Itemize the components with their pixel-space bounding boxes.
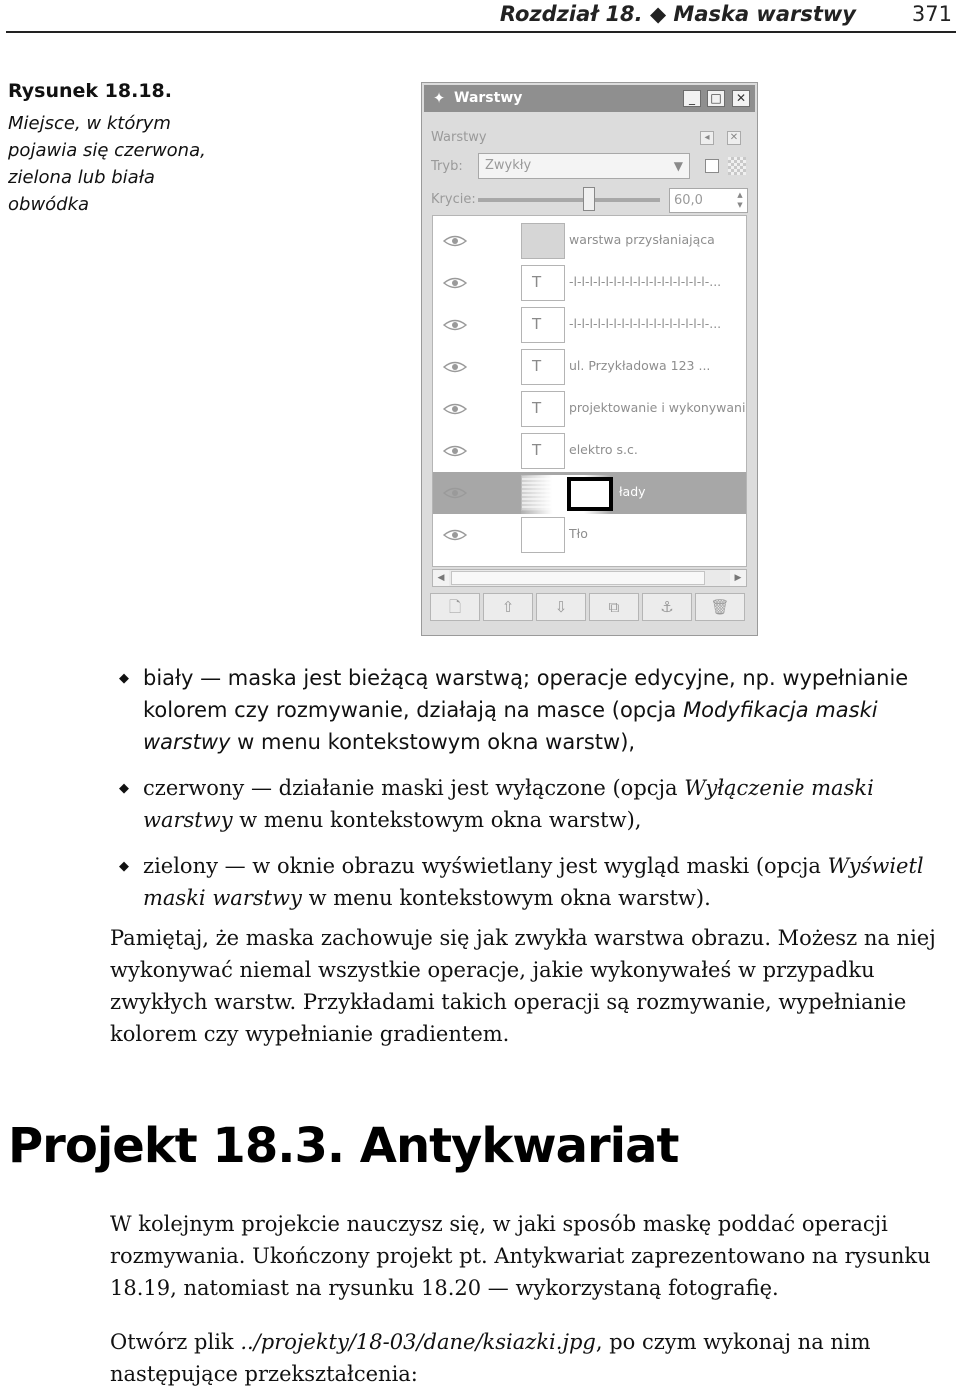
bullet-text: czerwony — działanie maski jest wyłączone (opcja bbox=[143, 776, 685, 800]
layer-name[interactable]: elektro s.c. bbox=[569, 442, 638, 457]
bullet-item bbox=[115, 662, 960, 758]
eye-icon[interactable] bbox=[443, 401, 467, 415]
scrollbar-thumb[interactable] bbox=[451, 571, 705, 585]
text-layer-icon: T bbox=[532, 357, 542, 375]
bullet-item bbox=[115, 772, 960, 836]
mode-select[interactable] bbox=[478, 153, 690, 179]
layer-mask-thumbnail[interactable] bbox=[567, 477, 613, 511]
opacity-spinbox[interactable] bbox=[669, 188, 748, 213]
layer-name[interactable]: łady bbox=[619, 484, 646, 499]
delete-layer-icon: 🗑 bbox=[710, 598, 730, 616]
bullet-item bbox=[115, 850, 960, 914]
layer-row[interactable] bbox=[433, 262, 746, 304]
eye-icon[interactable] bbox=[443, 527, 467, 541]
section-title: Projekt 18.3. Antykwariat bbox=[8, 1118, 679, 1174]
spin-down-icon[interactable]: ▼ bbox=[737, 201, 743, 209]
chevron-down-icon: ▼ bbox=[673, 159, 683, 173]
layer-row[interactable] bbox=[433, 472, 746, 514]
layer-name[interactable]: warstwa przysłaniająca bbox=[569, 232, 715, 247]
keep-transparency-checkbox[interactable] bbox=[705, 159, 719, 173]
running-header-chapter: Rozdział 18. ◆ Maska warstwy bbox=[499, 2, 856, 26]
layer-row[interactable] bbox=[433, 430, 746, 472]
bullet-emphasis: Wyświetl maski warstwy bbox=[143, 854, 924, 910]
scroll-left-icon[interactable]: ◀ bbox=[433, 570, 449, 586]
layer-row[interactable] bbox=[433, 346, 746, 388]
minimize-button[interactable]: _ bbox=[683, 90, 701, 107]
anchor-layer-button[interactable] bbox=[642, 593, 692, 621]
eye-icon[interactable] bbox=[443, 317, 467, 331]
maximize-button[interactable]: □ bbox=[707, 90, 725, 107]
text-layer-icon: T bbox=[532, 441, 542, 459]
dialog-titlebar[interactable] bbox=[424, 85, 755, 112]
paragraph-text: , po czym wykonaj na nim następujące przekształcenia: bbox=[110, 1330, 871, 1386]
scroll-right-icon[interactable]: ▶ bbox=[730, 570, 746, 586]
bullet-text: w menu kontekstowym okna warstw), bbox=[230, 730, 636, 754]
diamond-icon: ◆ bbox=[119, 781, 129, 796]
bullet-text: w menu kontekstowym okna warstw), bbox=[232, 808, 642, 832]
header-rule bbox=[6, 31, 956, 33]
layer-list bbox=[432, 215, 747, 567]
text-layer-icon: T bbox=[532, 399, 542, 417]
bullet-text: biały — maska jest bieżącą warstwą; operacje edycyjne, np. wypełnianie kolorem czy rozmywanie, działają na masce (opcja bbox=[143, 666, 909, 722]
bullet-emphasis: Modyfikacja maski warstwy bbox=[143, 698, 878, 754]
layer-name[interactable]: -l-l-l-l-l-l-l-l-l-l-l-l-l-l-l-l-l-... bbox=[569, 274, 722, 289]
layer-row[interactable] bbox=[433, 514, 746, 556]
layer-row[interactable] bbox=[433, 304, 746, 346]
bullet-emphasis: Wyłączenie maski warstwy bbox=[143, 776, 874, 832]
panel-label: Warstwy bbox=[431, 130, 487, 145]
layer-thumbnail[interactable] bbox=[521, 307, 565, 343]
bullet-list bbox=[115, 662, 960, 928]
mode-label: Tryb: bbox=[431, 159, 463, 174]
layer-thumbnail[interactable] bbox=[521, 265, 565, 301]
raise-layer-icon: ⇧ bbox=[501, 598, 515, 616]
lower-layer-button[interactable] bbox=[536, 593, 586, 621]
duplicate-layer-icon: ⧉ bbox=[608, 598, 620, 616]
new-layer-button[interactable] bbox=[430, 593, 480, 621]
star-icon: ✦ bbox=[432, 89, 446, 107]
mode-value: Zwykły bbox=[485, 158, 532, 173]
paragraph-text: Otwórz plik bbox=[110, 1330, 241, 1354]
panel-menu-icon[interactable]: ◂ bbox=[700, 131, 714, 145]
file-path: ../projekty/18-03/dane/ksiazki.jpg bbox=[240, 1330, 596, 1354]
layer-name[interactable]: projektowanie i wykonywani bbox=[569, 400, 746, 415]
figure-label: Rysunek 18.18. bbox=[8, 80, 172, 102]
text-layer-icon: T bbox=[532, 315, 542, 333]
paragraph-mask-behavior: Pamiętaj, że maska zachowuje się jak zwykła warstwa obrazu. Możesz na niej wykonywać niemal wszystkie operacje, jakie wykonywałeś w przypadku zwykłych warstw. Przykładami takich operacji są rozmywanie, wypełnianie kolorem czy wypełnianie gradientem. bbox=[110, 926, 936, 1046]
layer-row[interactable] bbox=[433, 220, 746, 262]
bullet-text: w menu kontekstowym okna warstw). bbox=[301, 886, 711, 910]
layer-thumbnail[interactable] bbox=[521, 349, 565, 385]
lower-layer-icon: ⇩ bbox=[554, 598, 568, 616]
layer-thumbnail[interactable] bbox=[521, 433, 565, 469]
eye-icon[interactable] bbox=[443, 443, 467, 457]
diamond-icon: ◆ bbox=[119, 671, 129, 686]
paragraph-open-file bbox=[110, 1326, 955, 1390]
eye-icon[interactable] bbox=[443, 275, 467, 289]
layer-thumbnail[interactable] bbox=[521, 391, 565, 427]
duplicate-layer-button[interactable] bbox=[589, 593, 639, 621]
layer-name[interactable]: ul. Przykładowa 123 ... bbox=[569, 358, 711, 373]
diamond-icon: ◆ bbox=[119, 859, 129, 874]
eye-icon[interactable] bbox=[443, 233, 467, 247]
opacity-slider[interactable] bbox=[478, 198, 660, 202]
text-layer-icon: T bbox=[532, 273, 542, 291]
dialog-title: Warstwy bbox=[454, 90, 523, 106]
panel-close-icon[interactable]: ✕ bbox=[727, 131, 741, 145]
transparency-icon bbox=[728, 157, 746, 175]
spin-up-icon[interactable]: ▲ bbox=[737, 191, 743, 199]
opacity-value: 60,0 bbox=[674, 193, 703, 208]
eye-icon[interactable] bbox=[443, 485, 467, 499]
layer-thumbnail[interactable] bbox=[521, 517, 565, 553]
opacity-slider-handle[interactable] bbox=[583, 187, 595, 211]
raise-layer-button[interactable] bbox=[483, 593, 533, 621]
layers-dialog bbox=[421, 82, 758, 636]
new-layer-icon: 🗋 bbox=[448, 598, 462, 616]
delete-layer-button[interactable] bbox=[695, 593, 745, 621]
layer-row[interactable] bbox=[433, 388, 746, 430]
close-button[interactable]: ✕ bbox=[732, 90, 750, 107]
layer-name[interactable]: Tło bbox=[569, 526, 588, 541]
layer-name[interactable]: -l-l-l-l-l-l-l-l-l-l-l-l-l-l-l-l-l-... bbox=[569, 316, 722, 331]
figure-caption: Miejsce, w którym pojawia się czerwona, zielona lub biała obwódka bbox=[8, 113, 206, 215]
bullet-text: zielony — w oknie obrazu wyświetlany jest wygląd maski (opcja bbox=[143, 854, 828, 878]
eye-icon[interactable] bbox=[443, 359, 467, 373]
layer-actions-toolbar bbox=[430, 593, 749, 623]
page-number: 371 bbox=[911, 2, 952, 26]
paragraph-project-intro: W kolejnym projekcie nauczysz się, w jaki sposób maskę poddać operacji rozmywania. Ukończony projekt pt. Antykwariat zaprezentowano na rysunku 18.19, natomiast na rysunku 18.20 — wykorzystaną fotografię. bbox=[110, 1212, 931, 1300]
horizontal-scrollbar[interactable] bbox=[432, 569, 747, 587]
anchor-layer-icon: ⚓ bbox=[660, 598, 674, 616]
opacity-label: Krycie: bbox=[431, 192, 476, 207]
layer-thumbnail[interactable] bbox=[521, 223, 565, 259]
